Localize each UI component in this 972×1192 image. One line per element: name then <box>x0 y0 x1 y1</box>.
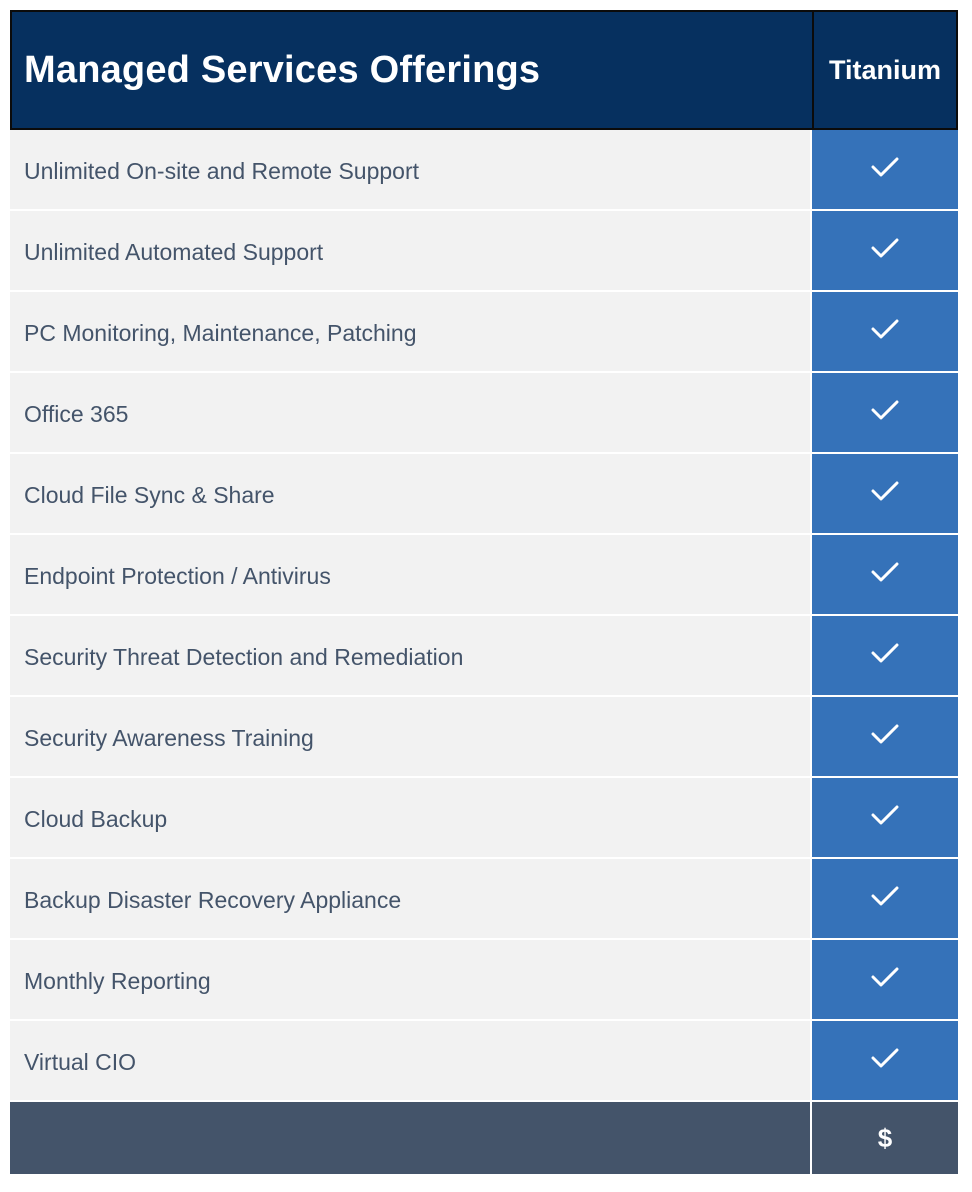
table-row <box>10 130 958 211</box>
offering-included-cell <box>812 1021 958 1100</box>
plan-column-header: Titanium <box>828 54 941 85</box>
offering-label: Security Awareness Training <box>10 697 812 776</box>
table-row <box>10 373 958 454</box>
table-footer <box>10 1102 958 1174</box>
offering-included-cell <box>812 211 958 290</box>
offering-label: Unlimited Automated Support <box>10 211 812 290</box>
offering-label: Cloud Backup <box>10 778 812 857</box>
table-row <box>10 697 958 778</box>
offering-included-cell <box>812 292 958 371</box>
check-icon <box>870 966 900 988</box>
check-icon <box>870 480 900 502</box>
offering-label: Backup Disaster Recovery Appliance <box>10 859 812 938</box>
table-row <box>10 616 958 697</box>
offering-included-cell <box>812 940 958 1019</box>
offering-label: Office 365 <box>10 373 812 452</box>
offering-label: Unlimited On-site and Remote Support <box>10 130 812 209</box>
price-cell: $ <box>877 1122 893 1153</box>
offering-included-cell <box>812 778 958 857</box>
offering-label: Security Threat Detection and Remediation <box>10 616 812 695</box>
check-icon <box>870 156 900 178</box>
table-row <box>10 1021 958 1102</box>
check-icon <box>870 237 900 259</box>
offerings-rows <box>10 130 958 1102</box>
offering-label: Endpoint Protection / Antivirus <box>10 535 812 614</box>
table-title: Managed Services Offerings <box>12 12 814 128</box>
check-icon <box>870 642 900 664</box>
offering-included-cell <box>812 373 958 452</box>
table-row <box>10 292 958 373</box>
offering-label: Cloud File Sync & Share <box>10 454 812 533</box>
offering-label: Monthly Reporting <box>10 940 812 1019</box>
table-row <box>10 454 958 535</box>
table-row <box>10 535 958 616</box>
check-icon <box>870 885 900 907</box>
offering-label: Virtual CIO <box>10 1021 812 1100</box>
table-header <box>10 10 958 130</box>
footer-label-cell <box>10 1102 812 1174</box>
offering-included-cell <box>812 535 958 614</box>
offering-included-cell <box>812 454 958 533</box>
check-icon <box>870 1047 900 1069</box>
offering-included-cell <box>812 130 958 209</box>
offering-included-cell <box>812 697 958 776</box>
check-icon <box>870 561 900 583</box>
table-row <box>10 778 958 859</box>
offering-included-cell <box>812 616 958 695</box>
check-icon <box>870 723 900 745</box>
offering-included-cell <box>812 859 958 938</box>
check-icon <box>870 399 900 421</box>
offering-label: PC Monitoring, Maintenance, Patching <box>10 292 812 371</box>
table-row <box>10 211 958 292</box>
offerings-table <box>10 10 958 1174</box>
table-row <box>10 940 958 1021</box>
check-icon <box>870 804 900 826</box>
check-icon <box>870 318 900 340</box>
table-row <box>10 859 958 940</box>
